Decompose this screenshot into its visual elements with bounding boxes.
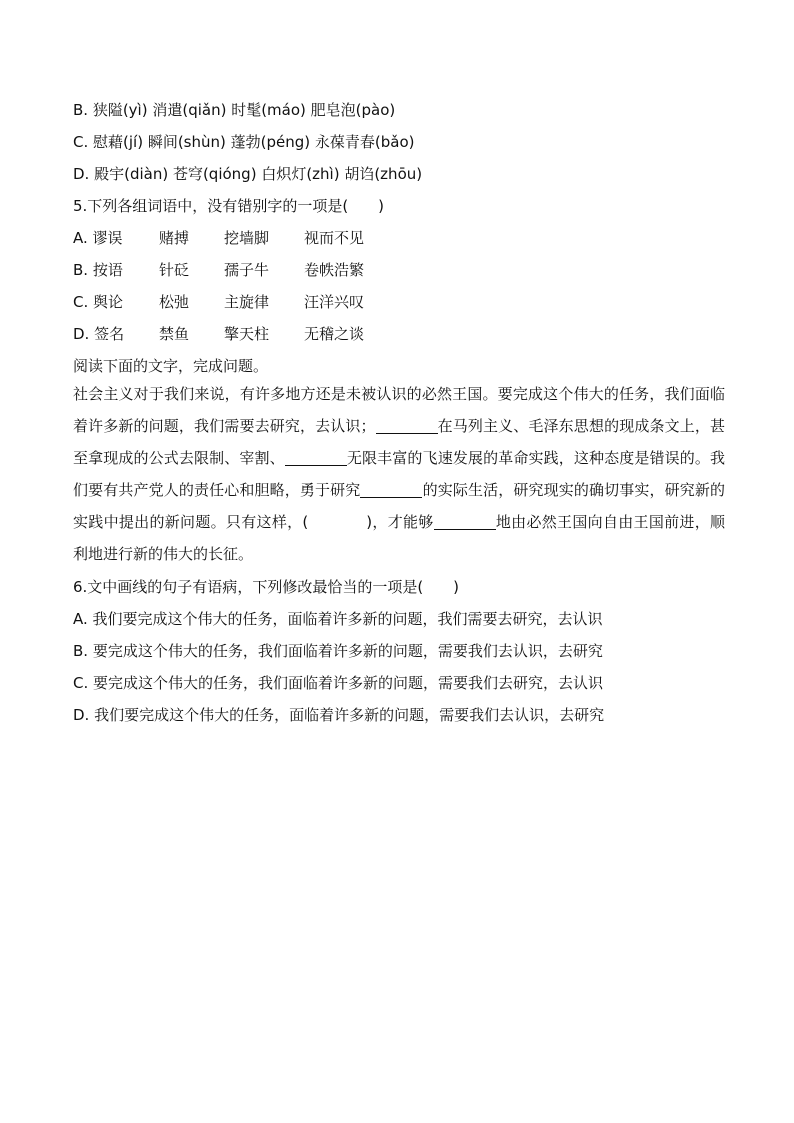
- q5-option-d: [73, 323, 364, 345]
- q6-option-b: B. 要完成这个伟大的任务，我们面临着许多新的问题，需要我们去认识，去研究: [73, 642, 603, 660]
- q5-c-word-2: 松弛: [159, 293, 190, 311]
- q4-option-d: D. 殿宇(diàn) 苍穹(qióng) 白炽灯(zhì) 胡诌(zhōu): [73, 165, 423, 183]
- q5-option-c: [73, 291, 364, 313]
- blank-1: [376, 417, 438, 434]
- q5-option-b: [73, 259, 364, 281]
- q5-d-word-2: 禁鱼: [159, 325, 190, 343]
- q5-c-word-3: 主旋律: [224, 293, 270, 311]
- q5-option-a: [73, 227, 364, 249]
- q5-c-word-4: 汪洋兴叹: [304, 293, 365, 311]
- q5-a-word-4: 视而不见: [304, 229, 365, 247]
- blank-2: [285, 449, 347, 466]
- q5-b-word-2: 针砭: [159, 261, 190, 279]
- q5-a-word-1: A. 谬误: [73, 229, 123, 247]
- q6-option-a: A. 我们要完成这个伟大的任务，面临着许多新的问题，我们需要去研究，去认识: [73, 610, 603, 628]
- q5-b-word-4: 卷帙浩繁: [304, 261, 365, 279]
- q5-b-word-1: B. 按语: [73, 261, 123, 279]
- q4-option-c: C. 慰藉(jí) 瞬间(shùn) 蓬勃(péng) 永葆青春(bǎo): [73, 133, 415, 151]
- q5-d-word-4: 无稽之谈: [304, 325, 365, 343]
- passage-segment-4: 的实际生活，研究现实的确切事实，研究新的实践中提出的新问题。只有这样，(: [73, 481, 725, 531]
- passage-segment-6: 地由必然王国向自由王国前进，顺利地进行新的伟大的长征。: [73, 513, 725, 563]
- q5-stem: 5.下列各组词语中，没有错别字的一项是( ): [73, 197, 385, 215]
- reading-instruction: 阅读下面的文字，完成问题。: [73, 357, 269, 375]
- passage-segment-3: 无限丰富的飞速发展的革命实践，这种态度是错误的。我们要有共产党人的责任心和胆略，勇于研究: [73, 449, 725, 499]
- q5-d-word-3: 擎天柱: [224, 325, 270, 343]
- passage-segment-1: 社会主义对于我们来说，有许多地方还是未被认识的必然王国。要完成这个伟大的任务，我们面临着许多新的问题，我们需要去研究，去认识；: [73, 385, 725, 435]
- q5-c-word-1: C. 舆论: [73, 293, 124, 311]
- q5-b-word-3: 孺子牛: [224, 261, 270, 279]
- blank-3: [360, 481, 422, 498]
- q6-stem: 6.文中画线的句子有语病，下列修改最恰当的一项是( ): [73, 578, 460, 596]
- q5-a-word-3: 挖墙脚: [224, 229, 270, 247]
- q5-a-word-2: 赌搏: [159, 229, 190, 247]
- passage-segment-2: 在马列主义、毛泽东思想的现成条文上，甚至拿现成的公式去限制、宰割、: [73, 417, 725, 467]
- q5-d-word-1: D. 签名: [73, 325, 125, 343]
- reading-passage: [73, 378, 725, 570]
- passage-segment-5: )，才能够: [366, 513, 434, 531]
- q4-option-b: B. 狭隘(yì) 消遣(qiǎn) 时髦(máo) 肥皂泡(pào): [73, 101, 396, 119]
- q6-option-d: D. 我们要完成这个伟大的任务，面临着许多新的问题，需要我们去认识，去研究: [73, 706, 605, 724]
- blank-4: [434, 513, 496, 530]
- q6-option-c: C. 要完成这个伟大的任务，我们面临着许多新的问题，需要我们去研究，去认识: [73, 674, 604, 692]
